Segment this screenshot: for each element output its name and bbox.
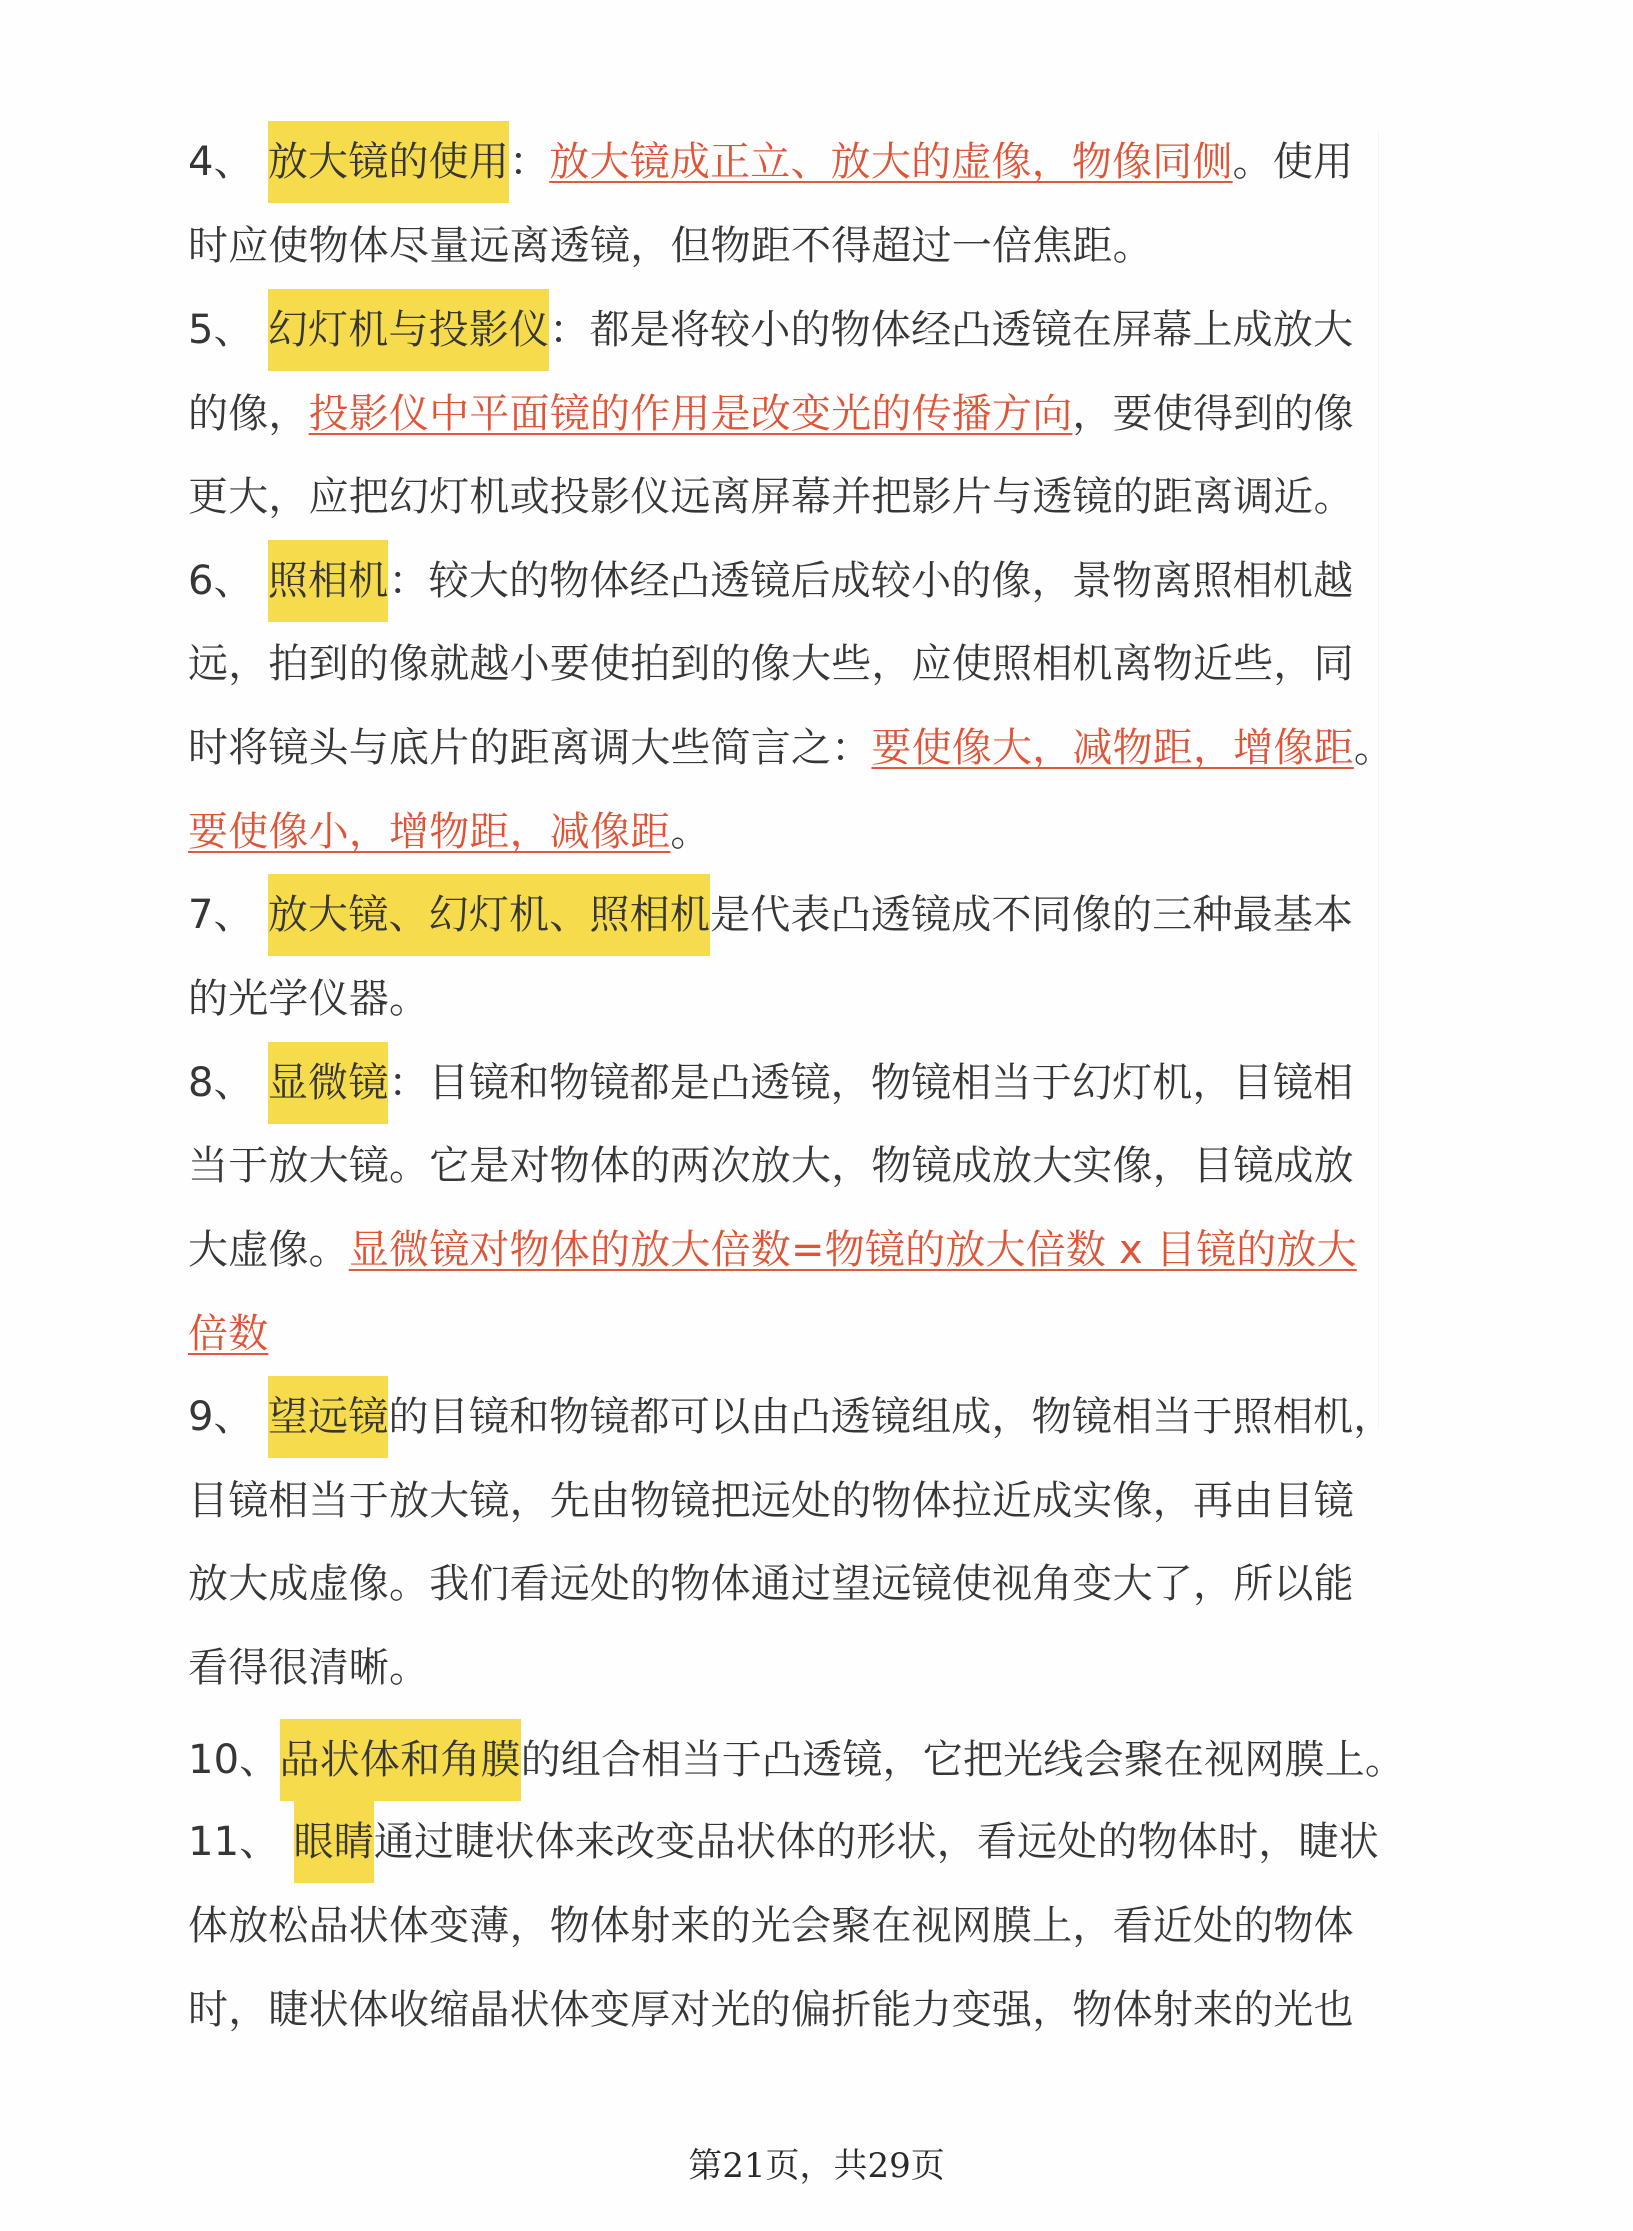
item9-line4: 看得很清晰。 xyxy=(188,1645,430,1691)
red-emphasis: 显微镜对物体的放大倍数=物镜的放大倍数 x 目镜的放大 xyxy=(348,1227,1357,1273)
highlighted-term: 显微镜 xyxy=(268,1042,389,1124)
item-number: 7、 xyxy=(188,892,254,938)
page-number-footer: 第21页，共29页 xyxy=(688,2146,945,2186)
item-number: 4、 xyxy=(188,139,254,185)
item6-line4 xyxy=(188,790,1463,874)
item-number: 8、 xyxy=(188,1060,254,1106)
item9-line3: 放大成虚像。我们看远处的物体通过望远镜使视角变大了，所以能 xyxy=(188,1561,1354,1607)
red-emphasis: 放大镜成正立、放大的虚像，物像同侧 xyxy=(549,139,1233,185)
item-number: 11、 xyxy=(188,1819,280,1865)
body-text: 大虚像。 xyxy=(188,1227,349,1273)
item7-line1 xyxy=(188,873,1463,957)
body-text: 通过睫状体来改变品状体的形状，看远处的物体时，睫状 xyxy=(373,1819,1379,1865)
highlighted-term: 望远镜 xyxy=(268,1376,389,1458)
red-emphasis: 投影仪中平面镜的作用是改变光的传播方向 xyxy=(308,391,1073,437)
body-text: 。 xyxy=(1353,725,1395,771)
item5-line3: 更大，应把幻灯机或投影仪远离屏幕并把影片与透镜的距离调近。 xyxy=(188,474,1354,520)
item4-line1 xyxy=(188,120,1463,204)
item-number: 9、 xyxy=(188,1394,254,1440)
highlighted-term: 幻灯机与投影仪 xyxy=(268,289,549,371)
item6-line3 xyxy=(188,706,1463,790)
item4-line2: 时应使物体尽量远离透镜，但物距不得超过一倍焦距。 xyxy=(188,223,1153,269)
body-text: ，要使得到的像 xyxy=(1072,391,1354,437)
separator: ： xyxy=(549,307,590,353)
item10-line1 xyxy=(188,1718,1463,1802)
item8-line3 xyxy=(188,1208,1463,1292)
item8-line1 xyxy=(188,1041,1463,1125)
highlighted-term: 眼睛 xyxy=(294,1801,374,1883)
red-emphasis: 倍数 xyxy=(188,1311,269,1357)
body-text: 目镜和物镜都是凸透镜，物镜相当于幻灯机，目镜相 xyxy=(428,1060,1354,1106)
body-text: 是代表凸透镜成不同像的三种最基本 xyxy=(710,892,1354,938)
body-text: 都是将较小的物体经凸透镜在屏幕上成放大 xyxy=(589,307,1354,353)
item11-line1 xyxy=(188,1800,1463,1884)
item9-line1 xyxy=(188,1375,1463,1459)
highlighted-term: 放大镜、幻灯机、照相机 xyxy=(268,874,710,956)
item5-line1 xyxy=(188,288,1463,372)
separator: ： xyxy=(509,139,550,185)
item6-line1 xyxy=(188,539,1463,623)
highlighted-term: 照相机 xyxy=(268,540,389,622)
item-number: 5、 xyxy=(188,307,254,353)
highlighted-term: 品状体和角膜 xyxy=(280,1719,521,1801)
item-number: 10、 xyxy=(188,1737,280,1783)
separator: ： xyxy=(388,558,429,604)
item8-line2: 当于放大镜。它是对物体的两次放大，物镜成放大实像，目镜成放 xyxy=(188,1143,1354,1189)
item-number: 6、 xyxy=(188,558,254,604)
body-text: 的像， xyxy=(188,391,309,437)
item9-line2: 目镜相当于放大镜，先由物镜把远处的物体拉近成实像，再由目镜 xyxy=(188,1478,1354,1524)
body-text: 较大的物体经凸透镜后成较小的像，景物离照相机越 xyxy=(428,558,1354,604)
item8-line4 xyxy=(188,1292,1463,1376)
separator: ： xyxy=(388,1060,429,1106)
red-emphasis: 要使像小，增物距，减像距 xyxy=(188,809,671,855)
item11-line3: 时，睫状体收缩晶状体变厚对光的偏折能力变强，物体射来的光也 xyxy=(188,1987,1354,2033)
red-emphasis: 要使像大，减物距，增像距 xyxy=(871,725,1354,771)
item6-line2: 远，拍到的像就越小要使拍到的像大些，应使照相机离物近些，同 xyxy=(188,641,1354,687)
highlighted-term: 放大镜的使用 xyxy=(268,121,509,203)
body-text: 时将镜头与底片的距离调大些简言之： xyxy=(188,725,872,771)
item5-line2 xyxy=(188,372,1463,456)
body-text: 。使用 xyxy=(1232,139,1354,185)
body-text: 的组合相当于凸透镜，它把光线会聚在视网膜上。 xyxy=(520,1737,1406,1783)
body-text: 的目镜和物镜都可以由凸透镜组成，物镜相当于照相机， xyxy=(388,1394,1394,1440)
item11-line2: 体放松品状体变薄，物体射来的光会聚在视网膜上，看近处的物体 xyxy=(188,1903,1354,1949)
body-text: 。 xyxy=(670,809,711,855)
item7-line2: 的光学仪器。 xyxy=(188,976,430,1022)
